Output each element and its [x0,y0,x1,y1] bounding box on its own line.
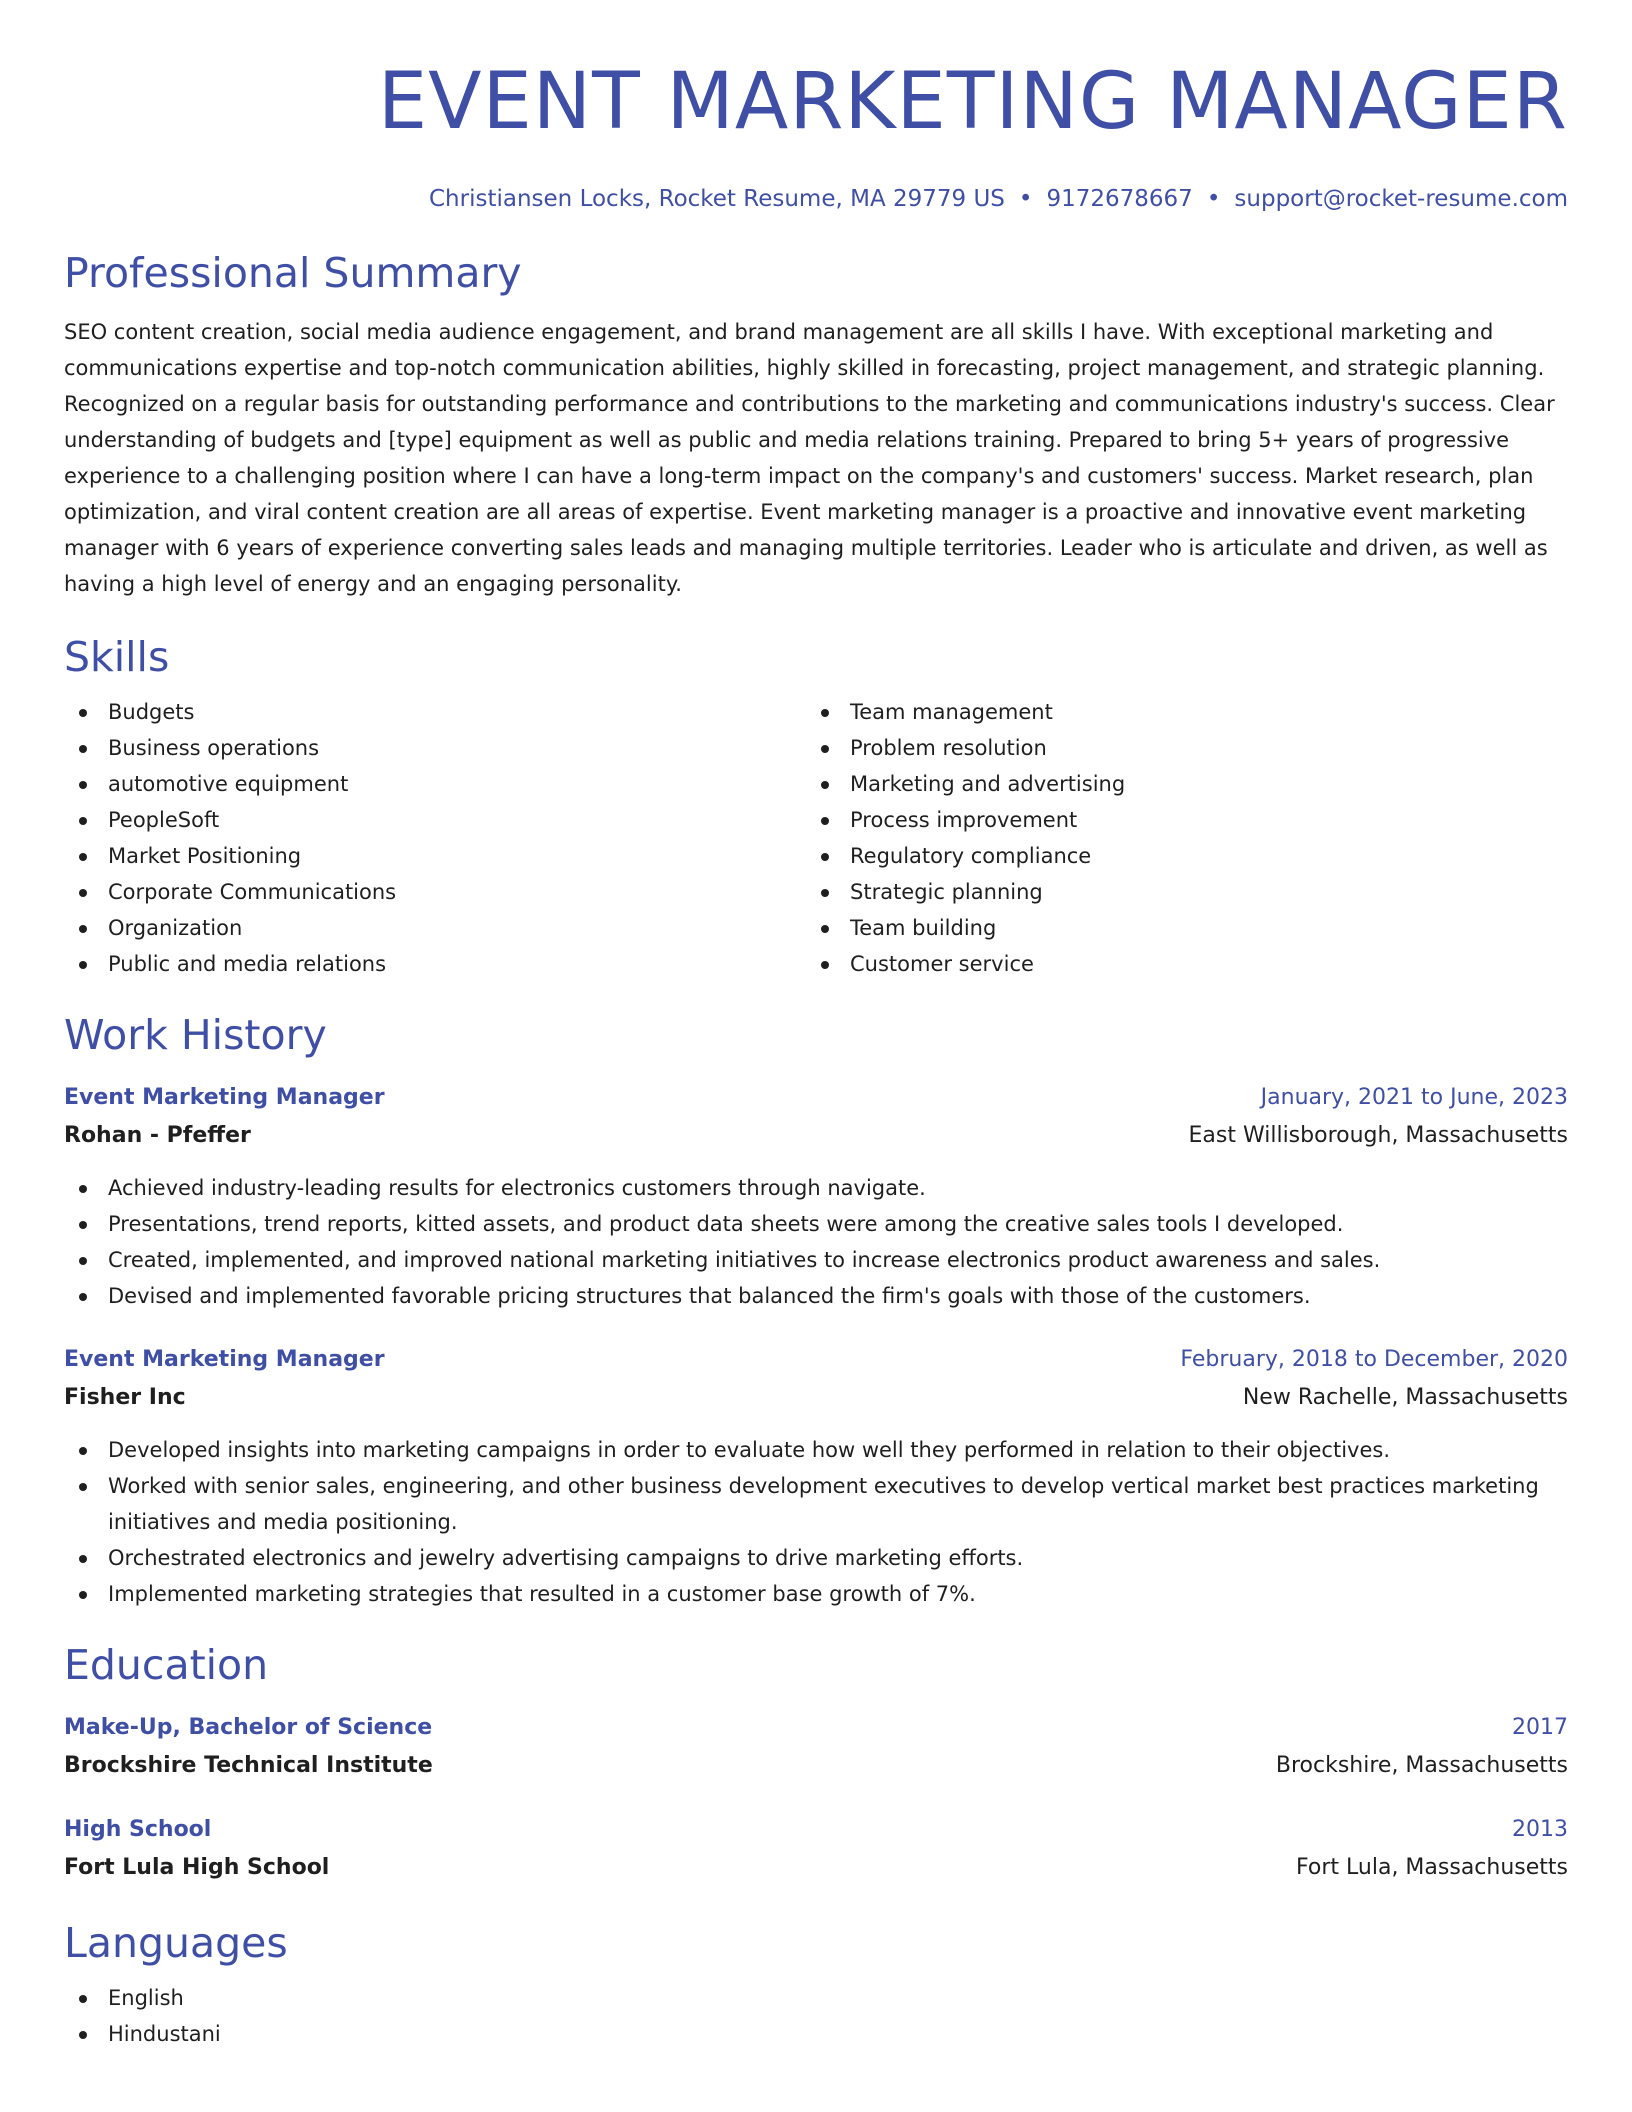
skill-item: automotive equipment [64,766,806,802]
job-entry [64,1080,1568,1314]
languages-list [64,1980,1568,2052]
skill-item: Team building [806,910,1548,946]
skill-item: Organization [64,910,806,946]
education-school-row [64,1848,1568,1888]
skill-item: Business operations [64,730,806,766]
job-company: Rohan - Pfeffer [64,1123,251,1148]
job-bullet: Created, implemented, and improved national marketing initiatives to increase electronics product awareness and sales. [64,1242,1568,1278]
skill-item: Budgets [64,694,806,730]
summary-heading: Professional Summary [64,249,522,297]
skill-item: Regulatory compliance [806,838,1548,874]
education-year: 2013 [1512,1817,1568,1842]
education-school: Fort Lula High School [64,1855,330,1880]
resume-name: EVENT MARKETING MANAGER [377,57,1568,147]
job-bullet: Achieved industry-leading results for electronics customers through navigate. [64,1170,1568,1206]
job-location: East Willisborough, Massachusetts [1188,1123,1568,1148]
education-header-row [64,1812,1568,1848]
education-location: Brockshire, Massachusetts [1275,1753,1568,1778]
contact-email[interactable]: support@rocket-resume.com [1234,186,1568,212]
skill-item: Team management [806,694,1548,730]
job-bullet: Developed insights into marketing campaigns in order to evaluate how well they performed in relation to their objectives. [64,1432,1568,1468]
summary-text: SEO content creation, social media audience engagement, and brand management are all skills I have. With exceptional marketing and communications expertise and top-notch communication abilities, highly skilled in forecasting, project management, and strategic planning. Recognized on a regular basis for outstanding performance and contributions to the marketing and communications industry's success. Clear understanding of budgets and [type] equipment as well as public and media relations training. Prepared to bring 5+ years of progressive experience to a challenging position where I can have a long-term impact on the company's and customers' success. Market research, plan optimization, and viral content creation are all areas of expertise. Event marketing manager is a proactive and innovative event marketing manager with 6 years of experience converting sales leads and managing multiple territories. Leader who is articulate and driven, as well as having a high level of energy and an engaging personality. [64,320,1555,596]
job-bullet: Worked with senior sales, engineering, and other business development executives to develop vertical market best practices marketing initiatives and media positioning. [64,1468,1568,1540]
resume-page [64,52,1568,2052]
skills-columns [64,694,1568,982]
job-header-row [64,1342,1568,1378]
education-heading: Education [64,1641,269,1689]
skill-item: Marketing and advertising [806,766,1548,802]
skill-item: Problem resolution [806,730,1548,766]
skills-section [64,628,1568,982]
skill-item: Corporate Communications [64,874,806,910]
contact-line [64,182,1568,216]
skills-heading: Skills [64,633,170,681]
contact-separator: • [1206,186,1221,212]
skill-item: Process improvement [806,802,1548,838]
job-dates: January, 2021 to June, 2023 [1260,1085,1568,1110]
languages-section [64,1914,1568,2052]
skill-item: Strategic planning [806,874,1548,910]
language-item: English [64,1980,1568,2016]
job-title: Event Marketing Manager [64,1347,385,1372]
contact-address: Christiansen Locks, Rocket Resume, MA 29779 US [429,186,1005,212]
skill-item: Customer service [806,946,1548,982]
contact-phone[interactable]: 9172678667 [1046,186,1193,212]
contact-separator: • [1018,186,1033,212]
job-bullet: Devised and implemented favorable pricing structures that balanced the firm's goals with those of the customers. [64,1278,1568,1314]
job-bullet: Orchestrated electronics and jewelry advertising campaigns to drive marketing efforts. [64,1540,1568,1576]
education-entry [64,1710,1568,1786]
job-company: Fisher Inc [64,1385,186,1410]
work-history-section [64,1006,1568,1612]
skill-item: PeopleSoft [64,802,806,838]
job-title: Event Marketing Manager [64,1085,385,1110]
job-bullets [64,1170,1568,1314]
skills-right-list [806,694,1548,982]
job-header-row [64,1080,1568,1116]
work-history-heading: Work History [64,1011,327,1059]
job-entry [64,1342,1568,1612]
languages-heading: Languages [64,1919,288,1967]
education-entry [64,1812,1568,1888]
job-bullet: Implemented marketing strategies that resulted in a customer base growth of 7%. [64,1576,1568,1612]
language-item: Hindustani [64,2016,1568,2052]
job-dates: February, 2018 to December, 2020 [1180,1347,1568,1372]
education-school: Brockshire Technical Institute [64,1753,433,1778]
education-header-row [64,1710,1568,1746]
skills-left-list [64,694,806,982]
job-bullets [64,1432,1568,1612]
job-company-row [64,1116,1568,1156]
education-section [64,1636,1568,1888]
resume-header [64,52,1568,216]
job-location: New Rachelle, Massachusetts [1242,1385,1568,1410]
education-year: 2017 [1512,1715,1568,1740]
skill-item: Public and media relations [64,946,806,982]
education-location: Fort Lula, Massachusetts [1296,1855,1568,1880]
job-company-row [64,1378,1568,1418]
job-bullet: Presentations, trend reports, kitted assets, and product data sheets were among the creative sales tools I developed. [64,1206,1568,1242]
summary-section [64,244,1568,602]
education-degree: High School [64,1817,212,1842]
skill-item: Market Positioning [64,838,806,874]
education-degree: Make-Up, Bachelor of Science [64,1715,433,1740]
education-school-row [64,1746,1568,1786]
